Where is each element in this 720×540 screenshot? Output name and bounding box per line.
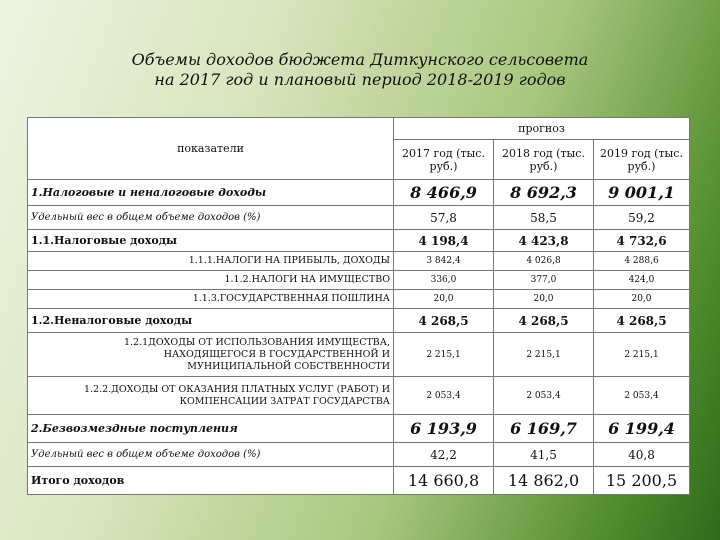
cell-2019: 2 053,4	[594, 377, 690, 415]
table-row	[28, 290, 690, 309]
table-row-total	[28, 467, 690, 495]
table-row	[28, 271, 690, 290]
table-row	[28, 206, 690, 230]
cell-2018: 8 692,3	[494, 180, 594, 206]
cell-2017: 8 466,9	[394, 180, 494, 206]
cell-2019: 40,8	[594, 443, 690, 467]
cell-2019: 20,0	[594, 290, 690, 309]
cell-2017: 42,2	[394, 443, 494, 467]
cell-2018: 6 169,7	[494, 415, 594, 443]
row-label: 1.2.1ДОХОДЫ ОТ ИСПОЛЬЗОВАНИЯ ИМУЩЕСТВА, НАХОДЯЩЕГОСЯ В ГОСУДАРСТВЕННОЙ И МУНИЦИПАЛЬНОЙ СОБСТВЕННОСТИ	[28, 333, 394, 377]
row-label: 1.Налоговые и неналоговые доходы	[28, 180, 394, 206]
row-label: Итого доходов	[28, 467, 394, 495]
row-label: 1.1.3.ГОСУДАРСТВЕННАЯ ПОШЛИНА	[28, 290, 394, 309]
row-label: 1.1.1.НАЛОГИ НА ПРИБЫЛЬ, ДОХОДЫ	[28, 252, 394, 271]
cell-2018: 377,0	[494, 271, 594, 290]
cell-2019: 6 199,4	[594, 415, 690, 443]
cell-2017: 336,0	[394, 271, 494, 290]
row-label: 1.2.2.ДОХОДЫ ОТ ОКАЗАНИЯ ПЛАТНЫХ УСЛУГ (РАБОТ) И КОМПЕНСАЦИИ ЗАТРАТ ГОСУДАРСТВА	[28, 377, 394, 415]
cell-2018: 2 053,4	[494, 377, 594, 415]
row-label: 1.1.Налоговые доходы	[28, 230, 394, 252]
cell-2019: 59,2	[594, 206, 690, 230]
cell-2017: 20,0	[394, 290, 494, 309]
table-row	[28, 415, 690, 443]
cell-2017: 3 842,4	[394, 252, 494, 271]
cell-2019: 4 732,6	[594, 230, 690, 252]
cell-2018: 14 862,0	[494, 467, 594, 495]
table-row	[28, 443, 690, 467]
row-label: 1.1.2.НАЛОГИ НА ИМУЩЕСТВО	[28, 271, 394, 290]
header-indicators: показатели	[28, 118, 394, 180]
cell-2017: 4 268,5	[394, 309, 494, 333]
title-line-1: Объемы доходов бюджета Диткунского сельсовета	[131, 50, 589, 69]
row-label: Удельный вес в общем объеме доходов (%)	[28, 443, 394, 467]
cell-2018: 2 215,1	[494, 333, 594, 377]
cell-2018: 4 268,5	[494, 309, 594, 333]
cell-2019: 15 200,5	[594, 467, 690, 495]
table-row	[28, 309, 690, 333]
header-year-2019: 2019 год (тыс. руб.)	[594, 140, 690, 180]
page-title	[60, 50, 660, 90]
header-forecast: прогноз	[394, 118, 690, 140]
cell-2018: 4 026,8	[494, 252, 594, 271]
row-label: 1.2.Неналоговые доходы	[28, 309, 394, 333]
cell-2017: 2 215,1	[394, 333, 494, 377]
cell-2017: 6 193,9	[394, 415, 494, 443]
cell-2019: 2 215,1	[594, 333, 690, 377]
cell-2019: 9 001,1	[594, 180, 690, 206]
title-line-2: на 2017 год и плановый период 2018-2019 годов	[154, 70, 566, 89]
cell-2017: 4 198,4	[394, 230, 494, 252]
header-year-2018: 2018 год (тыс. руб.)	[494, 140, 594, 180]
cell-2019: 4 288,6	[594, 252, 690, 271]
cell-2019: 424,0	[594, 271, 690, 290]
table-row	[28, 230, 690, 252]
row-label: Удельный вес в общем объеме доходов (%)	[28, 206, 394, 230]
table-row	[28, 377, 690, 415]
cell-2018: 58,5	[494, 206, 594, 230]
table-row	[28, 180, 690, 206]
cell-2017: 57,8	[394, 206, 494, 230]
cell-2017: 2 053,4	[394, 377, 494, 415]
row-label: 2.Безвозмездные поступления	[28, 415, 394, 443]
header-row-forecast	[28, 118, 690, 140]
header-year-2017: 2017 год (тыс. руб.)	[394, 140, 494, 180]
cell-2019: 4 268,5	[594, 309, 690, 333]
cell-2018: 41,5	[494, 443, 594, 467]
cell-2017: 14 660,8	[394, 467, 494, 495]
budget-table	[27, 117, 690, 495]
cell-2018: 4 423,8	[494, 230, 594, 252]
table-row	[28, 252, 690, 271]
cell-2018: 20,0	[494, 290, 594, 309]
table-row	[28, 333, 690, 377]
